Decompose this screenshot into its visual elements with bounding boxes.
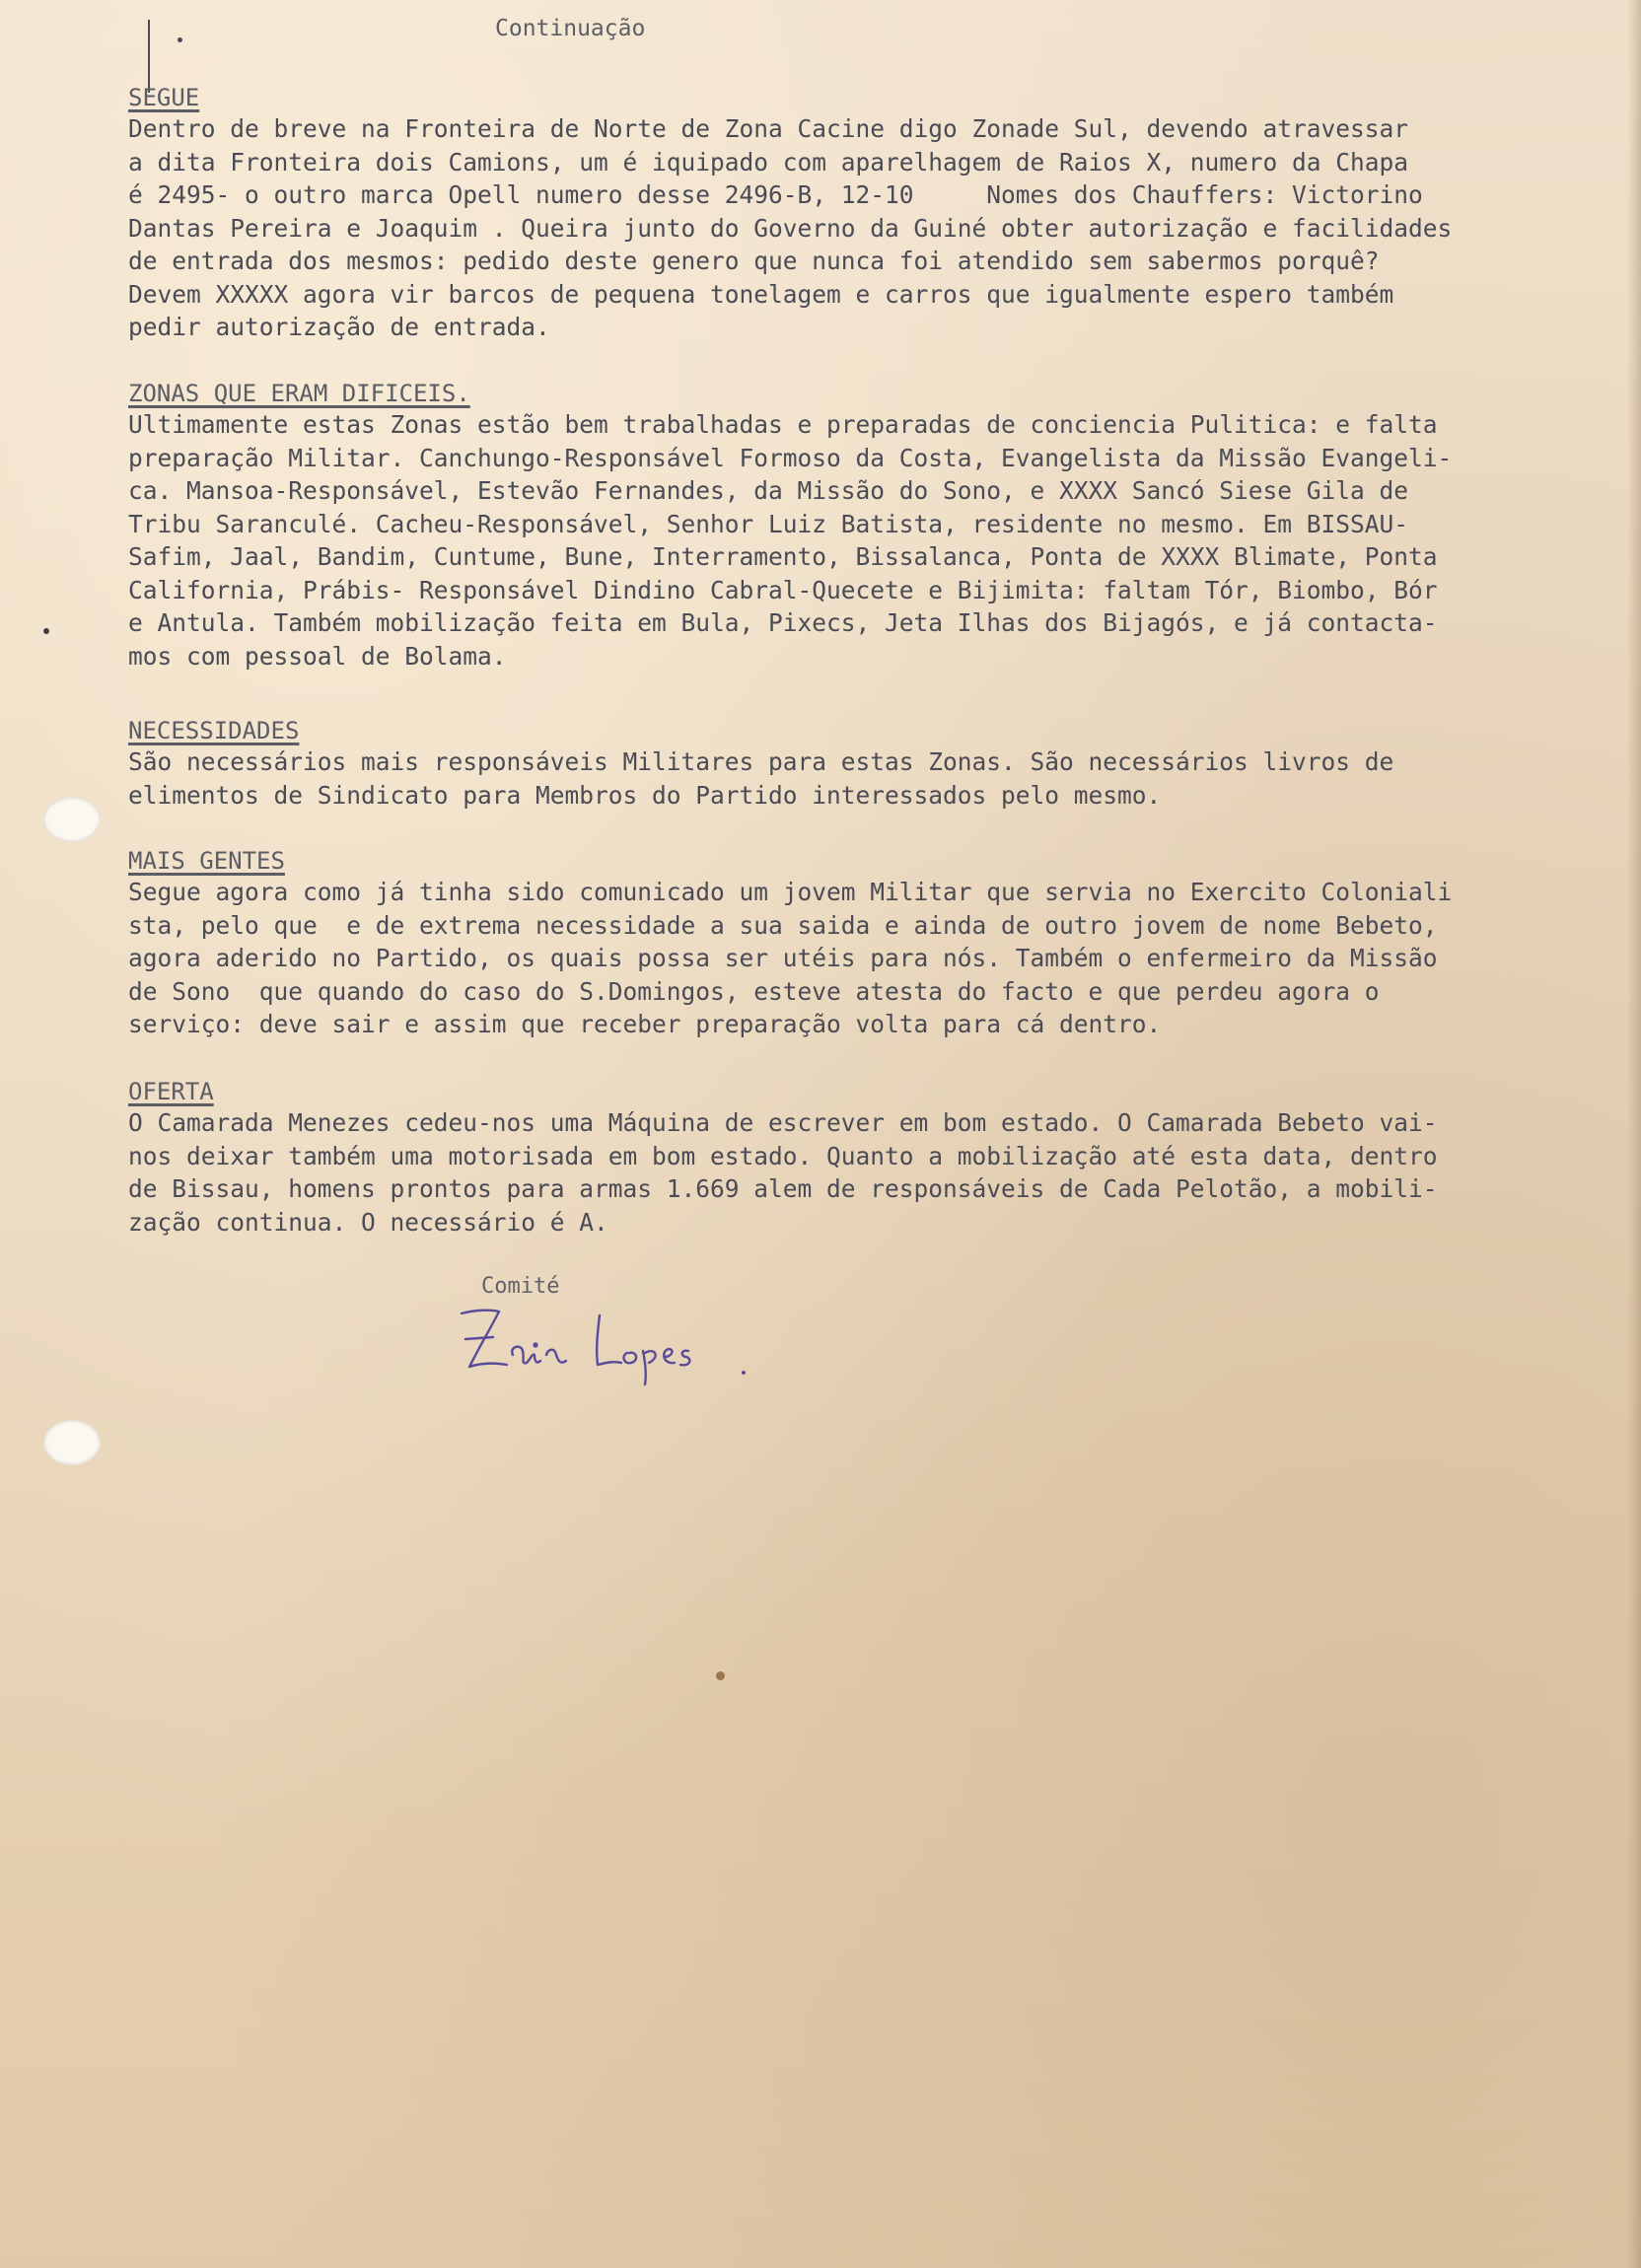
page-header: Continuação <box>495 16 646 41</box>
section-heading: OFERTA <box>128 1078 214 1105</box>
section-body: São necessários mais responsáveis Militares para estas Zonas. São necessários livros de elimentos de Sindicato para Membros do Partido interessados pelo mesmo. <box>128 747 1394 810</box>
section-heading: MAIS GENTES <box>128 847 285 875</box>
ink-dot-mark <box>43 628 49 634</box>
section-mais-gentes <box>128 846 1627 1041</box>
page-edge-shadow <box>1627 0 1641 2268</box>
margin-dot-mark <box>178 37 182 42</box>
section-segue <box>128 83 1627 344</box>
section-zonas <box>128 379 1627 673</box>
closing-label: Comité <box>481 1274 560 1299</box>
section-heading: ZONAS QUE ERAM DIFICEIS. <box>128 380 470 407</box>
section-necessidades <box>128 716 1627 812</box>
margin-stroke-mark <box>148 20 150 93</box>
handwritten-signature <box>452 1300 787 1388</box>
section-body: Ultimamente estas Zonas estão bem trabalhadas e preparadas de conciencia Pulitica: e falta preparação Militar. Canchungo-Responsável Formoso da Costa, Evangelista da Missão Evangeli- ca. Mansoa-Responsável, Estevão Fernandes, da Missão do Sono, e XXXX Sancó Siese Gila de Tribu Saranculé. Cacheu-Responsável, Senhor Luiz Batista, residente no mesmo. Em BISSAU- Safim, Jaal, Bandim, Cuntume, Bune, Interramento, Bissalanca, Ponta de XXXX Blimate, Ponta California, Prábis- Responsável Dindino Cabral-Quecete e Bijimita: faltam Tór, Biombo, Bór e Antula. Também mobilização feita em Bula, Pixecs, Jeta Ilhas dos Bijagós, e já contacta- mos com pessoal de Bolama. <box>128 410 1453 671</box>
section-body: Dentro de breve na Fronteira de Norte de Zona Cacine digo Zonade Sul, devendo atravessar a dita Fronteira dois Camions, um é iquipado com aparelhagem de Raios X, numero da Chapa é 2495- o outro marca Opell numero desse 2496-B, 12-10 Nomes dos Chauffers: Victorino Dantas Pereira e Joaquim . Queira junto do Governo da Guiné obter autorização e facilidades de entrada dos mesmos: pedido deste genero que nunca foi atendido sem sabermos porquê? Devem XXXXX agora vir barcos de pequena tonelagem e carros que igualmente espero também pedir autorização de entrada. <box>128 114 1453 341</box>
section-body: O Camarada Menezes cedeu-nos uma Máquina de escrever em bom estado. O Camarada Bebeto vai- nos deixar também uma motorisada em bom estado. Quanto a mobilização até esta data, dentro de Bissau, homens prontos para armas 1.669 alem de responsáveis de Cada Pelotão, a mobili- zação continua. O necessário é A. <box>128 1108 1438 1237</box>
closing-block <box>481 1274 559 1299</box>
section-heading: NECESSIDADES <box>128 717 300 744</box>
section-oferta <box>128 1077 1627 1239</box>
punch-hole-upper <box>43 797 101 842</box>
section-heading: SEGUE <box>128 84 200 111</box>
paper-stain-dot <box>716 1671 725 1680</box>
section-body: Segue agora como já tinha sido comunicado um jovem Militar que servia no Exercito Coloniali sta, pelo que e de extrema necessidade a sua saida e ainda de outro jovem de nome Bebeto, agora aderido no Partido, os quais possa ser utéis para nós. Também o enfermeiro da Missão de Sono que quando do caso do S.Domingos, esteve atesta do facto e que perdeu agora o serviço: deve sair e assim que receber preparação volta para cá dentro. <box>128 878 1453 1038</box>
punch-hole-lower <box>43 1420 101 1465</box>
